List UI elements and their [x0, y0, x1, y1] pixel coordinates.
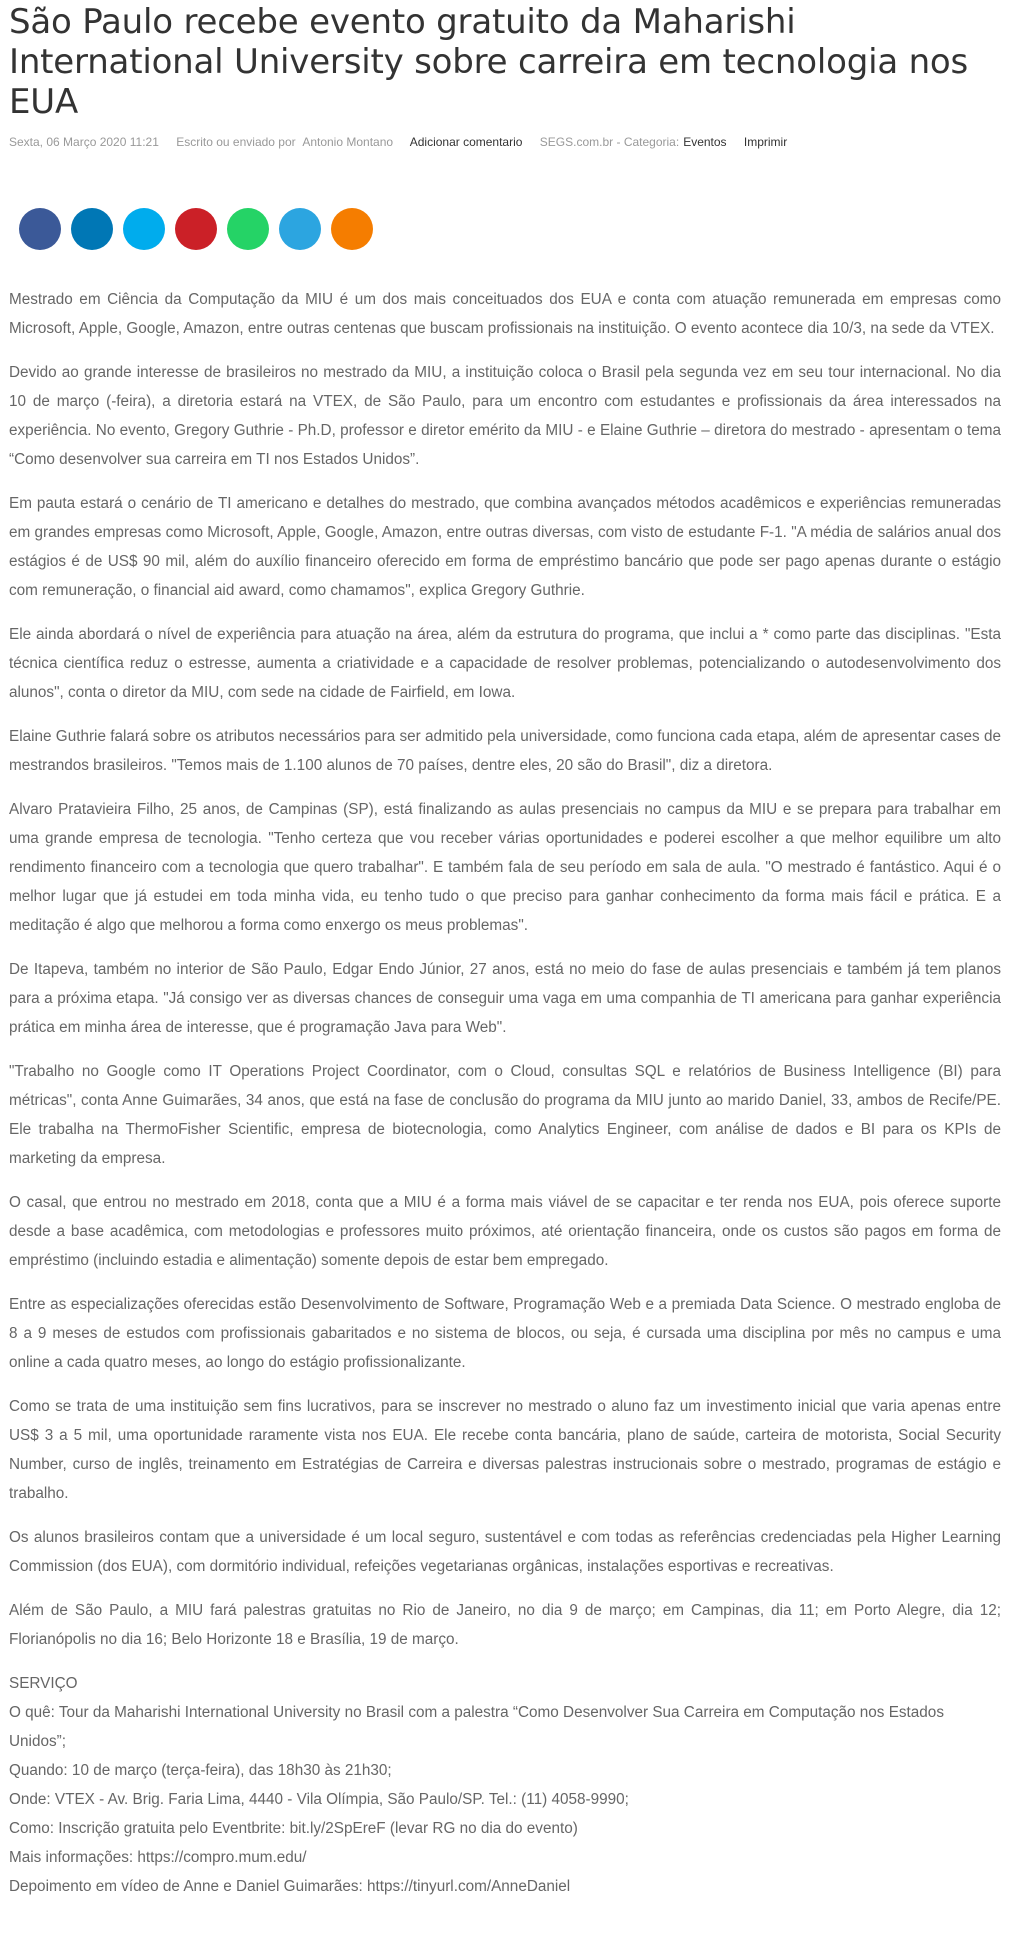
print-link[interactable]: Imprimir	[743, 135, 788, 149]
blogger-icon[interactable]	[331, 208, 373, 250]
article-paragraph: Devido ao grande interesse de brasileiros no mestrado da MIU, a instituição coloca o Brasil pela segunda vez em seu tour internacional. No dia 10 de março (-feira), a diretoria estará na VTEX, de São Paulo, para um encontro com estudantes e profissionais da área interessados na experiência. No evento, Gregory Guthrie - Ph.D, professor e diretor emérito da MIU - e Elaine Guthrie – diretora do mestrado - apresentam o tema “Como desenvolver sua carreira em TI nos Estados Unidos”.	[9, 364, 1001, 468]
add-comment-link[interactable]: Adicionar comentario	[409, 135, 523, 149]
category-prefix: SEGS.com.br - Categoria:	[539, 135, 680, 149]
service-section	[9, 1669, 1001, 1901]
twitter-icon[interactable]	[123, 208, 165, 250]
service-line: Mais informações: https://compro.mum.edu/	[9, 1849, 307, 1866]
article-paragraph: "Trabalho no Google como IT Operations Project Coordinator, com o Cloud, consultas SQL e relatórios de Business Intelligence (BI) para métricas", conta Anne Guimarães, 34 anos, que está na fase de conclusão do programa da MIU junto ao marido Daniel, 33, ambos de Recife/PE. Ele trabalha na ThermoFisher Scientific, empresa de biotecnologia, como Analytics Engineer, com análise de dados e BI para os KPIs de marketing da empresa.	[9, 1063, 1001, 1167]
article-paragraph: Como se trata de uma instituição sem fins lucrativos, para se inscrever no mestrado o aluno faz um investimento inicial que varia apenas entre US$ 3 a 5 mil, uma oportunidade raramente vista nos EUA. Ele recebe conta bancária, plano de saúde, carteira de motorista, Social Security Number, curso de inglês, treinamento em Estratégias de Carreira e diversas palestras instrucionais sobre o mestrado, programas de estágio e trabalho.	[9, 1398, 1001, 1502]
share-buttons	[9, 208, 1001, 252]
article-title: São Paulo recebe evento gratuito da Maharishi International University sobre carreira em tecnologia nos EUA	[9, 2, 969, 122]
whatsapp-icon[interactable]	[227, 208, 269, 250]
article-paragraph: Mestrado em Ciência da Computação da MIU é um dos mais conceituados dos EUA e conta com atuação remunerada em empresas como Microsoft, Apple, Google, Amazon, entre outras centenas que buscam profissionais na instituição. O evento acontece dia 10/3, na sede da VTEX.	[9, 291, 1001, 337]
article-paragraph: Entre as especializações oferecidas estão Desenvolvimento de Software, Programação Web e a premiada Data Science. O mestrado engloba de 8 a 9 meses de estudos com profissionais gabaritados e no sistema de blocos, ou seja, é cursada uma disciplina por mês no campus e uma online a cada quatro meses, ao longo do estágio profissionalizante.	[9, 1296, 1001, 1371]
article-paragraph: Além de São Paulo, a MIU fará palestras gratuitas no Rio de Janeiro, no dia 9 de março; em Campinas, dia 11; em Porto Alegre, dia 12; Florianópolis no dia 16; Belo Horizonte 18 e Brasília, 19 de março.	[9, 1602, 1001, 1648]
service-line: Onde: VTEX - Av. Brig. Faria Lima, 4440 - Vila Olímpia, São Paulo/SP. Tel.: (11) 4058-9990;	[9, 1791, 629, 1808]
service-line: O quê: Tour da Maharishi International University no Brasil com a palestra “Como Desenvolver Sua Carreira em Computação nos Estados Unidos”;	[9, 1704, 944, 1750]
pinterest-icon[interactable]	[175, 208, 217, 250]
service-heading: SERVIÇO	[9, 1675, 78, 1692]
facebook-icon[interactable]	[19, 208, 61, 250]
article-paragraph: Os alunos brasileiros contam que a universidade é um local seguro, sustentável e com todas as referências credenciadas pela Higher Learning Commission (dos EUA), com dormitório individual, refeições vegetarianas orgânicas, instalações esportivas e recreativas.	[9, 1529, 1001, 1575]
article-meta	[9, 134, 1001, 150]
article-paragraph: Alvaro Pratavieira Filho, 25 anos, de Campinas (SP), está finalizando as aulas presenciais no campus da MIU e se prepara para trabalhar em uma grande empresa de tecnologia. "Tenho certeza que vou receber várias oportunidades e poderei escolher a que melhor equilibre um alto rendimento financeiro com a tecnologia que quero trabalhar". E também fala de seu período em sala de aula. "O mestrado é fantástico. Aqui é o melhor lugar que já estudei em toda minha vida, eu tenho tudo o que preciso para ganhar conhecimento da forma mais fácil e prática. E a meditação é algo que melhorou a forma como enxergo os meus problemas".	[9, 801, 1001, 934]
publish-date: Sexta, 06 Março 2020 11:21	[9, 135, 159, 149]
article-paragraph: O casal, que entrou no mestrado em 2018, conta que a MIU é a forma mais viável de se capacitar e ter renda nos EUA, pois oferece suporte desde a base acadêmica, com metodologias e professores muito próximos, até orientação financeira, onde os custos são pagos em forma de empréstimo (incluindo estadia e alimentação) somente depois de estar bem empregado.	[9, 1194, 1001, 1269]
article-paragraph: Em pauta estará o cenário de TI americano e detalhes do mestrado, que combina avançados métodos acadêmicos e experiências remuneradas em grandes empresas como Microsoft, Apple, Google, Amazon, entre outras diversas, com visto de estudante F-1. "A média de salários anual dos estágios é de US$ 90 mil, além do auxílio financeiro oferecido em forma de empréstimo bancário que pode ser pago apenas durante o estágio com remuneração, o financial aid award, como chamamos", explica Gregory Guthrie.	[9, 495, 1001, 599]
author-name: Antonio Montano	[302, 135, 394, 149]
linkedin-icon[interactable]	[71, 208, 113, 250]
category-link[interactable]: Eventos	[683, 135, 727, 149]
article-body	[9, 285, 1001, 1654]
service-line: Quando: 10 de março (terça-feira), das 18h30 às 21h30;	[9, 1762, 392, 1779]
article-paragraph: De Itapeva, também no interior de São Paulo, Edgar Endo Júnior, 27 anos, está no meio do fase de aulas presenciais e também já tem planos para a próxima etapa. "Já consigo ver as diversas chances de conseguir uma vaga em uma companhia de TI americana para ganhar experiência prática em minha área de interesse, que é programação Java para Web".	[9, 961, 1001, 1036]
article-paragraph: Ele ainda abordará o nível de experiência para atuação na área, além da estrutura do programa, que inclui a * como parte das disciplinas. "Esta técnica científica reduz o estresse, aumenta a criatividade e a capacidade de resolver problemas, potencializando o autodesenvolvimento dos alunos", conta o diretor da MIU, com sede na cidade de Fairfield, em Iowa.	[9, 626, 1001, 701]
telegram-icon[interactable]	[279, 208, 321, 250]
article-container	[9, 0, 1001, 1901]
service-line: Como: Inscrição gratuita pelo Eventbrite: bit.ly/2SpEreF (levar RG no dia do evento)	[9, 1820, 578, 1837]
service-line: Depoimento em vídeo de Anne e Daniel Guimarães: https://tinyurl.com/AnneDaniel	[9, 1878, 571, 1895]
author-prefix: Escrito ou enviado por	[176, 135, 296, 149]
article-paragraph: Elaine Guthrie falará sobre os atributos necessários para ser admitido pela universidade, como funciona cada etapa, além de apresentar cases de mestrandos brasileiros. "Temos mais de 1.100 alunos de 70 países, dentre eles, 20 são do Brasil", diz a diretora.	[9, 728, 1001, 774]
